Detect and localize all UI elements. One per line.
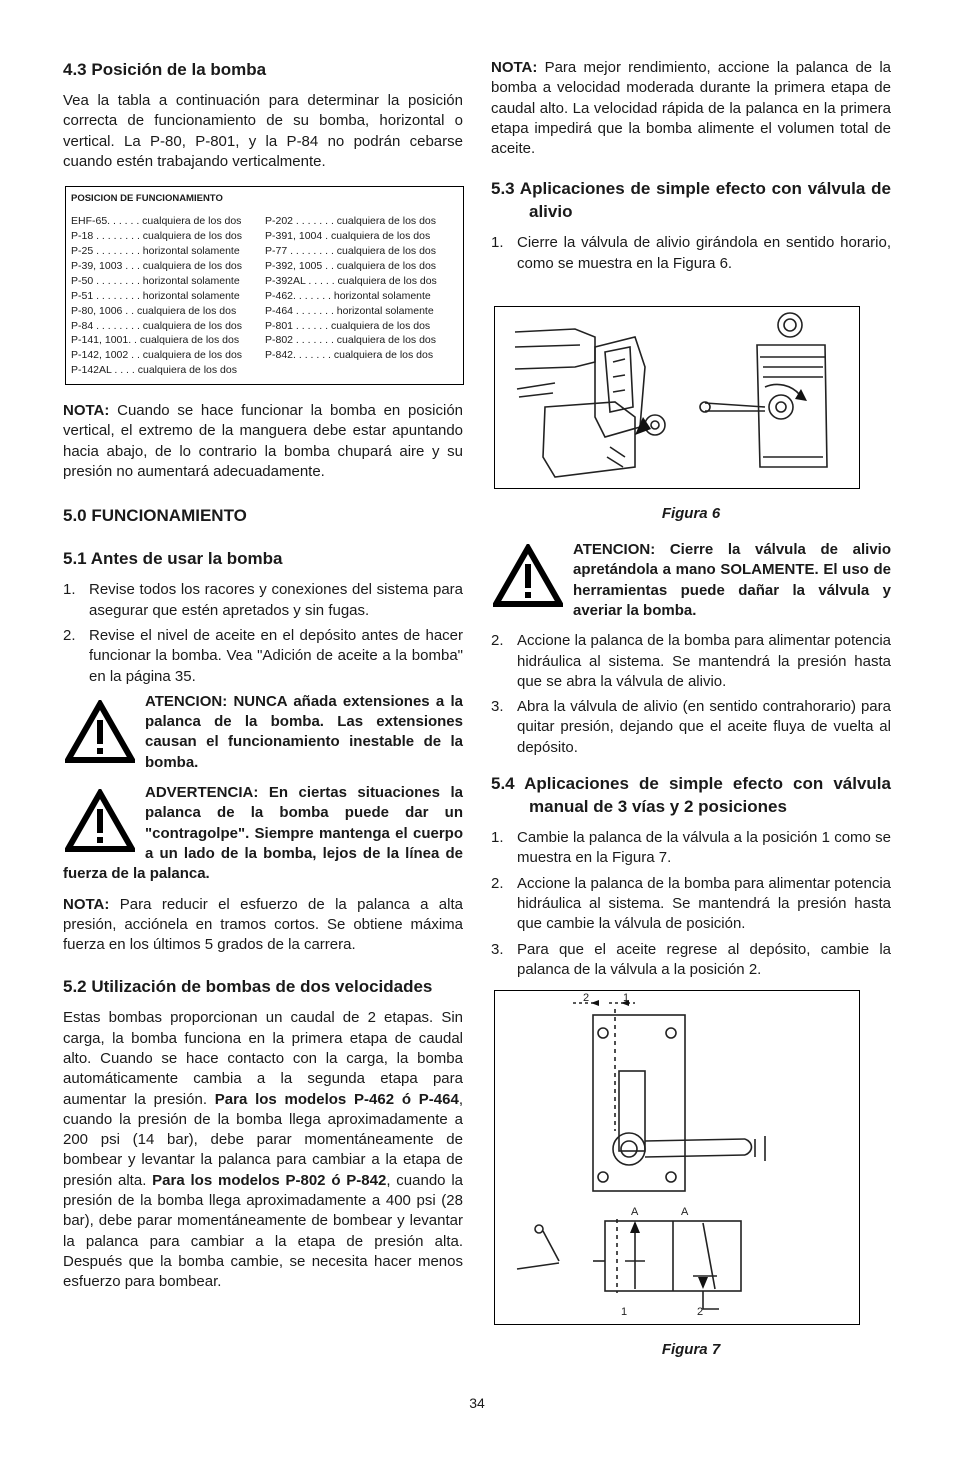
page-number: 34 [469,1395,485,1411]
table-row: P-464 . . . . . . . horizontal solamente [265,304,434,317]
fig7-label-a1: A [631,1206,639,1219]
table-row: P-391, 1004 . cualquiera de los dos [265,230,431,243]
right-column [491,58,891,1358]
warning-triangle-icon [493,544,563,608]
nota-text: Cuando se hace funcionar la bomba en posición vertical, el extremo de la manguera debe estar apuntando hacia abajo, de lo contrario la bomba chupará aire y su presión no aumentará adecuadamente. [63,402,463,481]
nota-label: NOTA: [63,895,110,913]
warning-relief-valve-text: ATENCION: Cierre la válvula de alivio apretándola a mano SOLAMENTE. El uso de herramientas puede dañar la válvula y averiar la bomba. [573,541,891,619]
table-row: P-84 . . . . . . . . cualquiera de los dos [71,319,243,332]
section-5-0-title: 5.0 FUNCIONAMIENTO [63,506,247,526]
nota-text: Para reducir el esfuerzo de la palanca a alta presión, acciónela en tramos cortos. Se obtiene máxima fuerza en los últimos 5 grados de la carrera. [63,895,463,954]
table-row: EHF-65. . . . . . cualquiera de los dos [71,215,242,228]
table-row: P-80, 1006 . . cualquiera de los dos [71,304,237,317]
table-row: P-142, 1002 . . cualquiera de los dos [71,349,243,362]
position-table [65,186,464,385]
list-item: 3. Abra la válvula de alivio (en sentido contrahorario) para quitar presión, dejando que el aceite fluya de vuelta al depósito. [491,698,891,756]
fig7-label-port-1: 1 [621,1306,628,1319]
warning-kickback [63,783,463,884]
section-4-3-title: 4.3 Posición de la bomba [63,60,267,79]
table-row: P-18 . . . . . . . . cualquiera de los dos [71,230,243,243]
section-5-4-list [491,828,891,980]
table-row: P-462. . . . . . . horizontal solamente [265,289,431,302]
list-item: 2. Accione la palanca de la bomba para alimentar potencia hidráulica al sistema. Se mantendrá la presión hasta que se abra la válvula de alivio. [491,632,891,690]
section-5-2-body: Estas bombas proporcionan un caudal de 2 etapas. Sin carga, la bomba funciona en la primera etapa de caudal alto. Cuando se hace contacto con la carga, la bomba automáticamente cambia a la segunda etapa para aumentar la presión. Para los modelos P-462 ó P-464, cuando la presión de la bomba llega aproximadamente a 200 psi (14 bar), debe parar momentáneamente de bombear y levantar la palanca para cambiar a la etapa de presión alta. Para los modelos P-802 ó P-842, cuando la presión de la bomba llega aproximadamente a 400 psi (28 bar), debe parar momentáneamente de bombear y levantar la palanca para cambiar a la etapa de presión alta. Después que la bomba cambie, se necesita hacer menos esfuerzo para bombear. [63,1009,464,1291]
position-table-col-2 [265,214,459,378]
fig7-label-a2: A [681,1206,689,1219]
position-table-col-1 [71,214,265,378]
table-row: P-25 . . . . . . . . horizontal solamente [71,245,240,257]
figure-6-caption: Figura 6 [661,505,721,523]
section-5-1-title: 5.1 Antes de usar la bomba [63,549,283,569]
section-5-3-list-b [491,631,891,758]
left-column [63,58,463,1305]
list-item: 3. Para que el aceite regrese al depósito, cambie la palanca de la válvula a la posición 2. [491,940,891,978]
section-5-2-title: 5.2 Utilización de bombas de dos velocidades [63,977,433,997]
table-row: P-39, 1003 . . . cualquiera de los dos [71,259,243,272]
figure-7 [494,990,860,1325]
nota-effort [63,895,463,956]
warning-extensions [63,692,463,773]
table-row: P-141, 1001. . cualquiera de los dos [71,334,240,347]
warning-extensions-text: ATENCION: NUNCA añada extensiones a la palanca de la bomba. Las extensiones causan el funcionamiento inestable de la bomba. [145,692,463,771]
section-5-3-list-a [491,233,891,274]
list-item: 1. Revise todos los racores y conexiones del sistema para asegurar que estén apretados y sin fugas. [63,581,463,619]
figure-7-caption: Figura 7 [661,1341,721,1359]
table-row: P-202 . . . . . . . cualquiera de los dos [265,215,437,228]
table-row: P-801 . . . . . . cualquiera de los dos [265,319,431,332]
position-table-header: POSICION DE FUNCIONAMIENTO [71,193,223,205]
nota-vertical [63,401,463,482]
table-row: P-802 . . . . . . . cualquiera de los dos [265,334,437,347]
fig7-label-top-1: 1 [623,992,630,1005]
relief-valve-illustration [495,307,859,488]
table-row: P-51 . . . . . . . . horizontal solamente [71,289,240,302]
list-item: 1. Cambie la palanca de la válvula a la posición 1 como se muestra en la Figura 7. [491,829,891,867]
table-row: P-392, 1005 . . cualquiera de los dos [265,259,437,272]
table-row: P-842. . . . . . . cualquiera de los dos [265,349,434,362]
section-5-1-list [63,580,463,686]
list-item: 1. Cierre la válvula de alivio girándola en sentido horario, como se muestra en la Figura 6. [491,234,891,272]
nota-label: NOTA: [491,59,538,76]
table-row: P-50 . . . . . . . . horizontal solamente [71,274,240,287]
table-row: P-142AL . . . . cualquiera de los dos [71,364,237,377]
nota-label: NOTA: [63,402,110,420]
table-row: P-392AL . . . . . cualquiera de los dos [265,274,437,287]
list-item: 2. Accione la palanca de la bomba para alimentar potencia hidráulica al sistema. Se mantendrá la presión hasta que cambie la válvula de posición. [491,874,891,933]
list-item: 2. Revise el nivel de aceite en el depósito antes de hacer funcionar la bomba. Vea "Adición de aceite a la bomba" en la página 35. [63,626,463,685]
warning-relief-valve [491,540,891,621]
three-way-valve-diagram [495,991,859,1324]
nota-speed [491,58,891,159]
fig7-label-top-2: 2 [583,992,590,1005]
fig7-label-port-2: 2 [697,1306,704,1319]
section-5-4-title: 5.4 Aplicaciones de simple efecto con válvula manual de 3 vías y 2 posiciones [491,774,891,817]
section-5-3-title: 5.3 Aplicaciones de simple efecto con válvula de alivio [491,179,891,222]
warning-triangle-icon [65,700,135,764]
warning-kickback-text: ADVERTENCIA: En ciertas situaciones la palanca de la bomba puede dar un "contragolpe". Siempre mantenga el cuerpo a un lado de la bomba, lejos de la línea de fuerza de la palanca. [63,784,463,883]
section-4-3-body: Vea la tabla a continuación para determinar la posición correcta de funcionamiento de su bomba, horizontal o vertical. La P-80, P-801, y la P-84 no podrán cebarse cuando estén trabajando verticalmente. [63,92,463,170]
nota-text: Para mejor rendimiento, accione la palanca de la bomba a velocidad moderada durante la primera etapa de caudal alto. La velocidad rápida de la palanca en la primera etapa impedirá que la bomba alimente el volumen total de aceite. [491,59,891,158]
warning-triangle-icon [65,789,135,853]
table-row: P-77 . . . . . . . . cualquiera de los dos [265,245,437,257]
figure-6 [494,306,860,489]
